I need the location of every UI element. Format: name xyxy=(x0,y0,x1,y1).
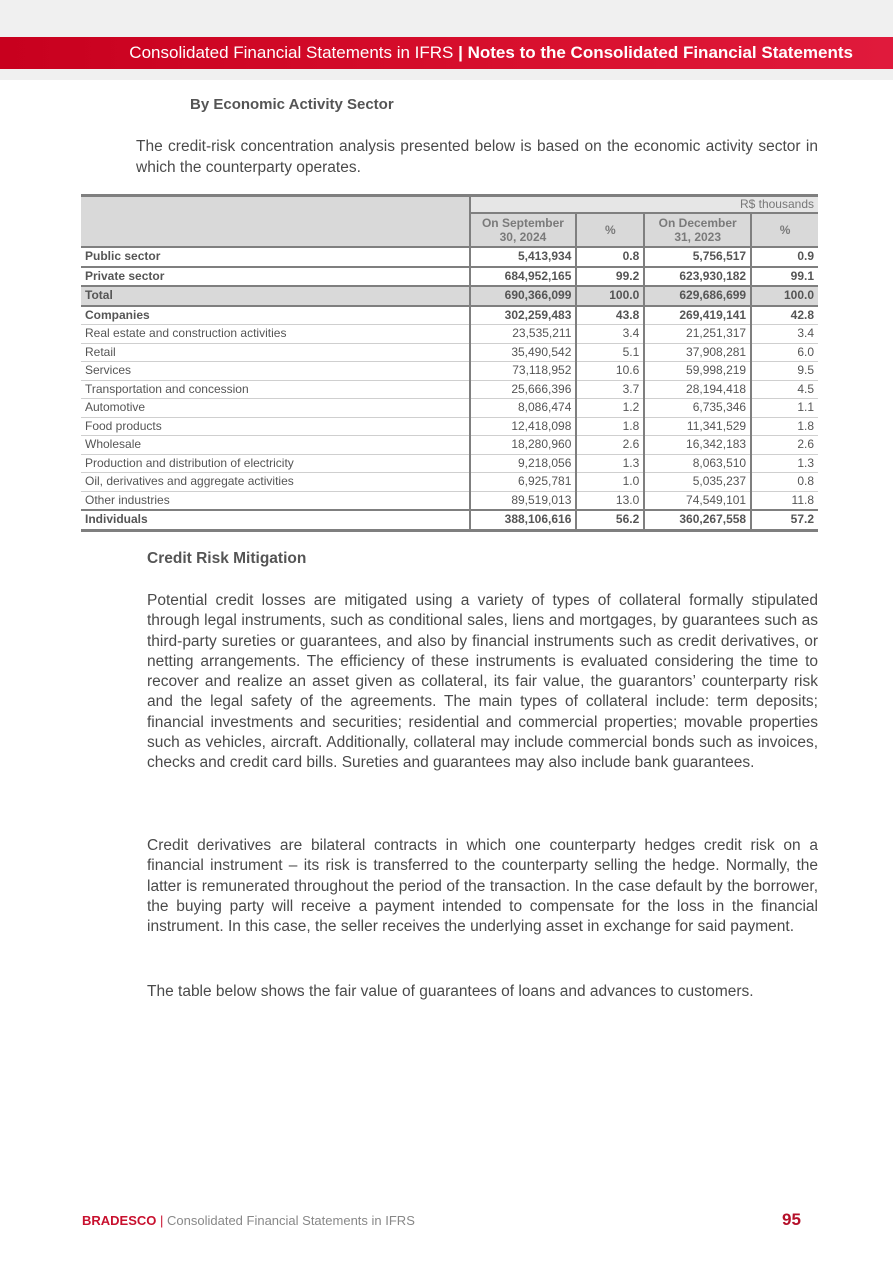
pct-dec-2023: 2.6 xyxy=(751,436,818,455)
value-dec-2023: 37,908,281 xyxy=(644,343,751,362)
table-row xyxy=(81,399,818,418)
pct-dec-2023: 42.8 xyxy=(751,306,818,325)
row-label: Oil, derivatives and aggregate activities xyxy=(81,473,470,492)
pct-dec-2023: 1.8 xyxy=(751,417,818,436)
value-dec-2023: 623,930,182 xyxy=(644,267,751,287)
value-dec-2023: 11,341,529 xyxy=(644,417,751,436)
value-sep-2024: 5,413,934 xyxy=(470,247,577,267)
row-label: Individuals xyxy=(81,510,470,530)
pct-dec-2023: 57.2 xyxy=(751,510,818,530)
pct-dec-2023: 9.5 xyxy=(751,362,818,381)
value-dec-2023: 59,998,219 xyxy=(644,362,751,381)
pct-sep-2024: 100.0 xyxy=(576,286,644,306)
row-label: Production and distribution of electricity xyxy=(81,454,470,473)
pct-dec-2023: 0.8 xyxy=(751,473,818,492)
value-sep-2024: 9,218,056 xyxy=(470,454,577,473)
pct-dec-2023: 11.8 xyxy=(751,491,818,510)
value-sep-2024: 690,366,099 xyxy=(470,286,577,306)
pct-sep-2024: 10.6 xyxy=(576,362,644,381)
pct-sep-2024: 43.8 xyxy=(576,306,644,325)
row-label: Public sector xyxy=(81,247,470,267)
table-row xyxy=(81,343,818,362)
value-dec-2023: 21,251,317 xyxy=(644,325,751,344)
value-dec-2023: 8,063,510 xyxy=(644,454,751,473)
table-row xyxy=(81,436,818,455)
mitigation-heading: Credit Risk Mitigation xyxy=(147,550,307,567)
top-margin xyxy=(0,0,893,37)
table-row xyxy=(81,325,818,344)
table-row xyxy=(81,473,818,492)
row-label: Companies xyxy=(81,306,470,325)
pct-dec-2023: 6.0 xyxy=(751,343,818,362)
pct-dec-2023: 99.1 xyxy=(751,267,818,287)
pct-sep-2024: 0.8 xyxy=(576,247,644,267)
value-dec-2023: 6,735,346 xyxy=(644,399,751,418)
table-body xyxy=(81,247,818,530)
header-underband xyxy=(0,69,893,80)
column-header-pct-2024: % xyxy=(576,213,644,247)
pct-dec-2023: 0.9 xyxy=(751,247,818,267)
row-label: Food products xyxy=(81,417,470,436)
table-row xyxy=(81,306,818,325)
row-label: Transportation and concession xyxy=(81,380,470,399)
pct-sep-2024: 1.0 xyxy=(576,473,644,492)
value-sep-2024: 25,666,396 xyxy=(470,380,577,399)
table-units: R$ thousands xyxy=(470,196,818,214)
value-dec-2023: 269,419,141 xyxy=(644,306,751,325)
row-label: Automotive xyxy=(81,399,470,418)
value-sep-2024: 6,925,781 xyxy=(470,473,577,492)
row-label: Services xyxy=(81,362,470,381)
table-row xyxy=(81,362,818,381)
value-sep-2024: 8,086,474 xyxy=(470,399,577,418)
pct-sep-2024: 5.1 xyxy=(576,343,644,362)
footer-text: Consolidated Financial Statements in IFRS xyxy=(167,1213,415,1228)
header-separator: | xyxy=(453,43,468,62)
pct-dec-2023: 4.5 xyxy=(751,380,818,399)
value-sep-2024: 302,259,483 xyxy=(470,306,577,325)
value-sep-2024: 12,418,098 xyxy=(470,417,577,436)
value-dec-2023: 629,686,699 xyxy=(644,286,751,306)
table-row xyxy=(81,380,818,399)
row-label: Real estate and construction activities xyxy=(81,325,470,344)
pct-sep-2024: 99.2 xyxy=(576,267,644,287)
pct-sep-2024: 3.7 xyxy=(576,380,644,399)
page-footer xyxy=(82,1213,415,1228)
value-dec-2023: 5,756,517 xyxy=(644,247,751,267)
header-title: Consolidated Financial Statements in IFRS xyxy=(129,43,454,62)
value-dec-2023: 16,342,183 xyxy=(644,436,751,455)
table-row xyxy=(81,491,818,510)
pct-sep-2024: 13.0 xyxy=(576,491,644,510)
mitigation-paragraph-1: Potential credit losses are mitigated using a variety of types of collateral formally stipulated through legal instruments, such as conditional sales, liens and mortgages, by guarantees such as third-party sureties or guarantees, and also by financial instruments such as credit derivatives, or netting arrangements. The efficiency of these instruments is evaluated considering the time to recover and realize an asset given as collateral, its fair value, the guarantors’ counterparty risk and the legal safety of the agreements. The main types of collateral include: term deposits; financial investments and securities; residential and commercial properties; movable properties such as vehicles, aircraft. Additionally, collateral may include commercial bonds such as invoices, checks and credit card bills. Sureties and guarantees may also include bank guarantees. xyxy=(147,592,818,772)
footer-brand: BRADESCO xyxy=(82,1213,157,1228)
page-number: 95 xyxy=(782,1210,801,1229)
value-sep-2024: 18,280,960 xyxy=(470,436,577,455)
row-label: Total xyxy=(81,286,470,306)
column-header-pct-2023: % xyxy=(751,213,818,247)
value-sep-2024: 388,106,616 xyxy=(470,510,577,530)
intro-paragraph: The credit-risk concentration analysis presented below is based on the economic activity sector in which the counterparty operates. xyxy=(136,138,818,176)
pct-sep-2024: 1.8 xyxy=(576,417,644,436)
row-label: Wholesale xyxy=(81,436,470,455)
section-heading: By Economic Activity Sector xyxy=(190,96,394,113)
pct-sep-2024: 3.4 xyxy=(576,325,644,344)
table-row xyxy=(81,286,818,306)
pct-sep-2024: 1.2 xyxy=(576,399,644,418)
pct-sep-2024: 1.3 xyxy=(576,454,644,473)
pct-dec-2023: 1.3 xyxy=(751,454,818,473)
table-header-blank xyxy=(81,196,470,248)
column-header-dec-2023: On December 31, 2023 xyxy=(644,213,751,247)
column-header-sep-2024: On September 30, 2024 xyxy=(470,213,577,247)
value-sep-2024: 23,535,211 xyxy=(470,325,577,344)
table-row xyxy=(81,510,818,530)
header-subtitle: Notes to the Consolidated Financial Statements xyxy=(467,43,853,62)
mitigation-paragraph-3: The table below shows the fair value of guarantees of loans and advances to customers. xyxy=(147,983,754,1000)
page-header-banner xyxy=(0,37,893,69)
pct-dec-2023: 3.4 xyxy=(751,325,818,344)
row-label: Private sector xyxy=(81,267,470,287)
value-sep-2024: 35,490,542 xyxy=(470,343,577,362)
table-row xyxy=(81,417,818,436)
footer-separator: | xyxy=(156,1213,168,1228)
credit-risk-sector-table xyxy=(81,194,818,532)
value-sep-2024: 73,118,952 xyxy=(470,362,577,381)
row-label: Retail xyxy=(81,343,470,362)
value-dec-2023: 74,549,101 xyxy=(644,491,751,510)
row-label: Other industries xyxy=(81,491,470,510)
mitigation-paragraph-2: Credit derivatives are bilateral contracts in which one counterparty hedges credit risk on a financial instrument – its risk is transferred to the counterparty selling the hedge. Normally, the latter is remunerated throughout the period of the transaction. In the case default by the borrower, the buying party will receive a payment intended to compensate for the loss in the financial instrument. In this case, the seller receives the underlying asset in exchange for said payment. xyxy=(147,837,818,936)
pct-sep-2024: 2.6 xyxy=(576,436,644,455)
table-row xyxy=(81,247,818,267)
table-row xyxy=(81,454,818,473)
value-sep-2024: 684,952,165 xyxy=(470,267,577,287)
pct-dec-2023: 100.0 xyxy=(751,286,818,306)
value-dec-2023: 5,035,237 xyxy=(644,473,751,492)
value-dec-2023: 28,194,418 xyxy=(644,380,751,399)
value-dec-2023: 360,267,558 xyxy=(644,510,751,530)
pct-sep-2024: 56.2 xyxy=(576,510,644,530)
value-sep-2024: 89,519,013 xyxy=(470,491,577,510)
pct-dec-2023: 1.1 xyxy=(751,399,818,418)
table-row xyxy=(81,267,818,287)
